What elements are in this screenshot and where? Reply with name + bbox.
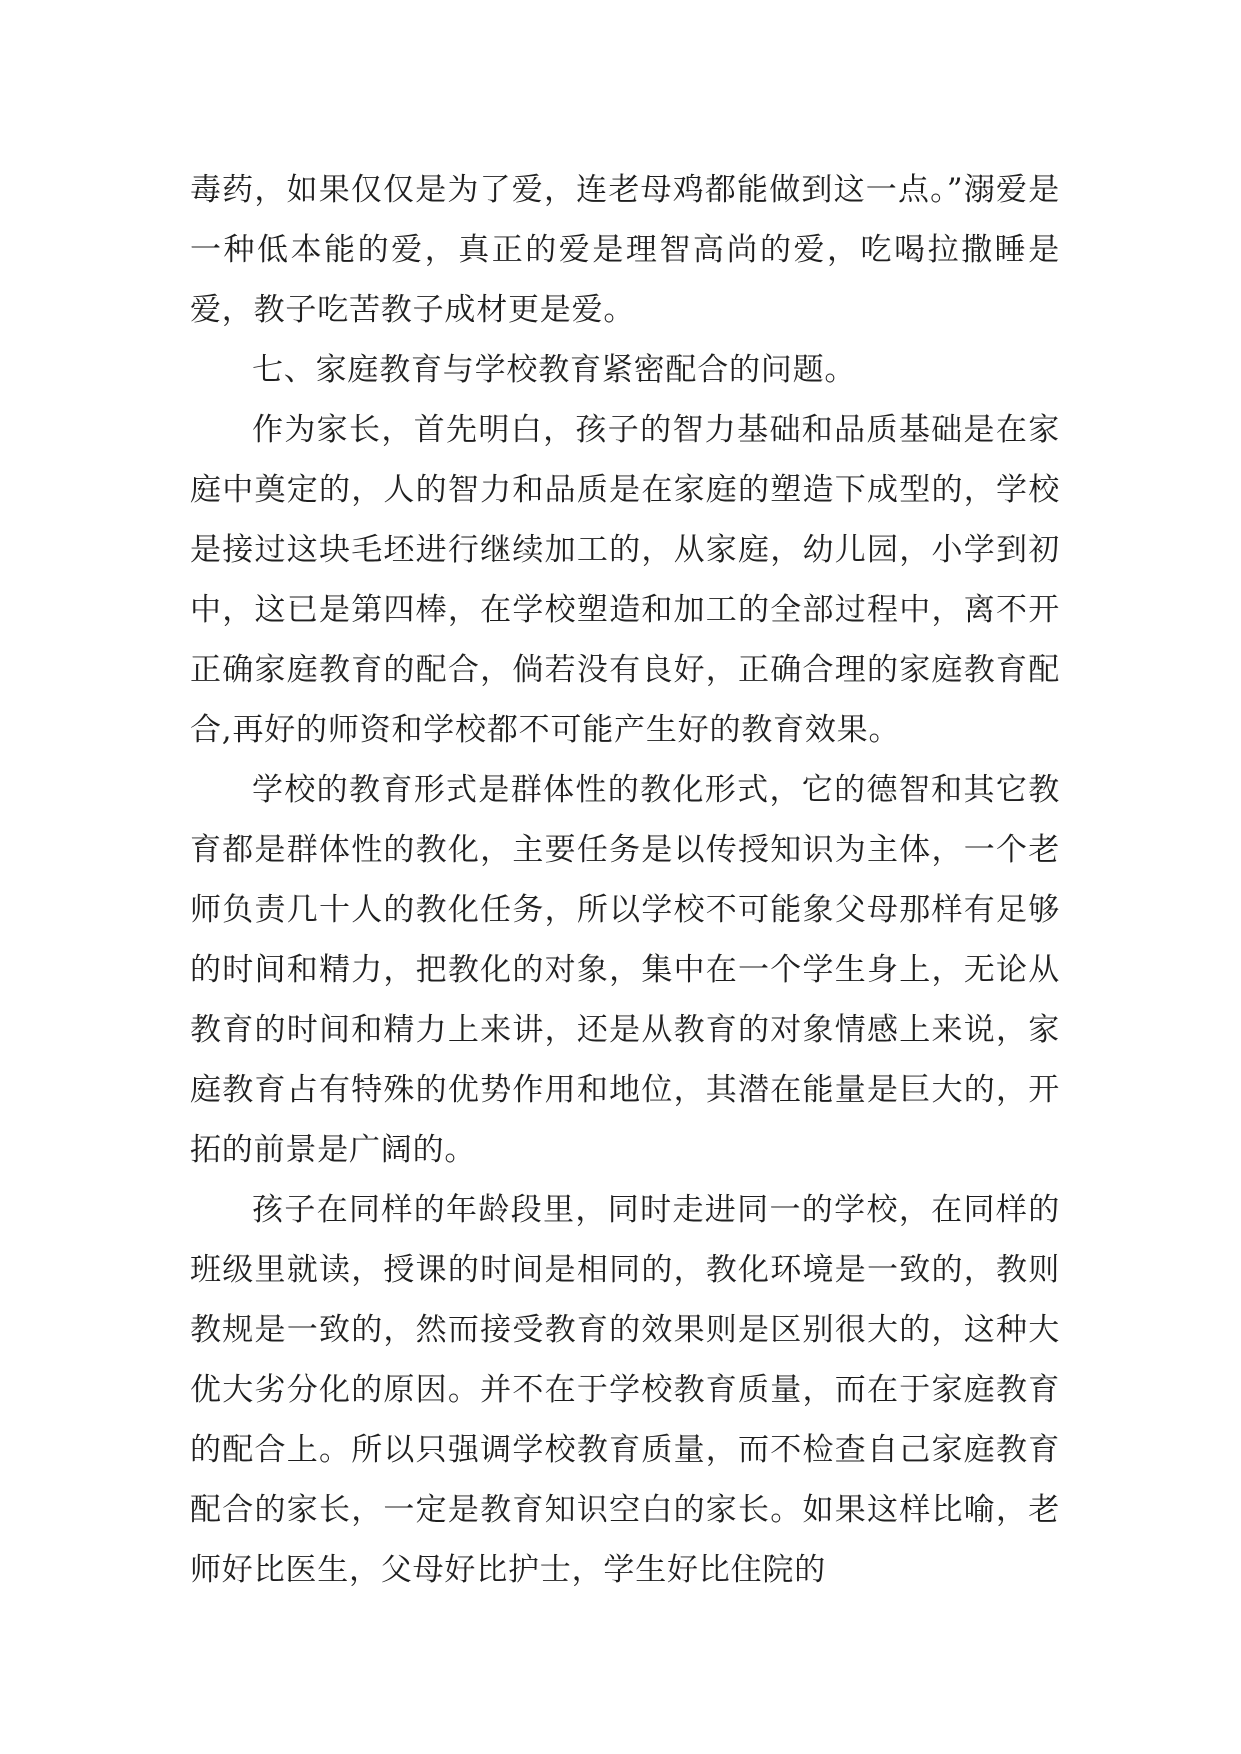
paragraph-continuation: 毒药，如果仅仅是为了爱，连老母鸡都能做到这一点。”溺爱是一种低本能的爱，真正的爱是理智高尚的爱，吃喝拉撒睡是爱，教子吃苦教子成材更是爱。 bbox=[190, 172, 1060, 328]
section-heading-seven: 七、家庭教育与学校教育紧密配合的问题。 bbox=[252, 352, 857, 388]
paragraph-same-age-group: 孩子在同样的年龄段里，同时走进同一的学校，在同样的班级里就读，授课的时间是相同的，教化环境是一致的，教则教规是一致的，然而接受教育的效果则是区别很大的，这种大优大劣分化的原因。并不在于学校教育质量，而在于家庭教育的配合上。所以只强调学校教育质量，而不检查自己家庭教育配合的家长，一定是教育知识空白的家长。如果这样比喻，老师好比医生，父母好比护士，学生好比住院的 bbox=[190, 1192, 1060, 1588]
document-body bbox=[190, 160, 1060, 1600]
paragraph-school-education-form: 学校的教育形式是群体性的教化形式，它的德智和其它教育都是群体性的教化，主要任务是以传授知识为主体，一个老师负责几十人的教化任务，所以学校不可能象父母那样有足够的时间和精力，把教化的对象，集中在一个学生身上，无论从教育的时间和精力上来讲，还是从教育的对象情感上来说，家庭教育占有特殊的优势作用和地位，其潜在能量是巨大的，开拓的前景是广阔的。 bbox=[190, 772, 1060, 1168]
paragraph-parent-foundation: 作为家长，首先明白，孩子的智力基础和品质基础是在家庭中奠定的，人的智力和品质是在家庭的塑造下成型的，学校是接过这块毛坯进行继续加工的，从家庭，幼儿园，小学到初中，这已是第四棒，在学校塑造和加工的全部过程中，离不开正确家庭教育的配合，倘若没有良好，正确合理的家庭教育配合,再好的师资和学校都不可能产生好的教育效果。 bbox=[190, 412, 1060, 748]
